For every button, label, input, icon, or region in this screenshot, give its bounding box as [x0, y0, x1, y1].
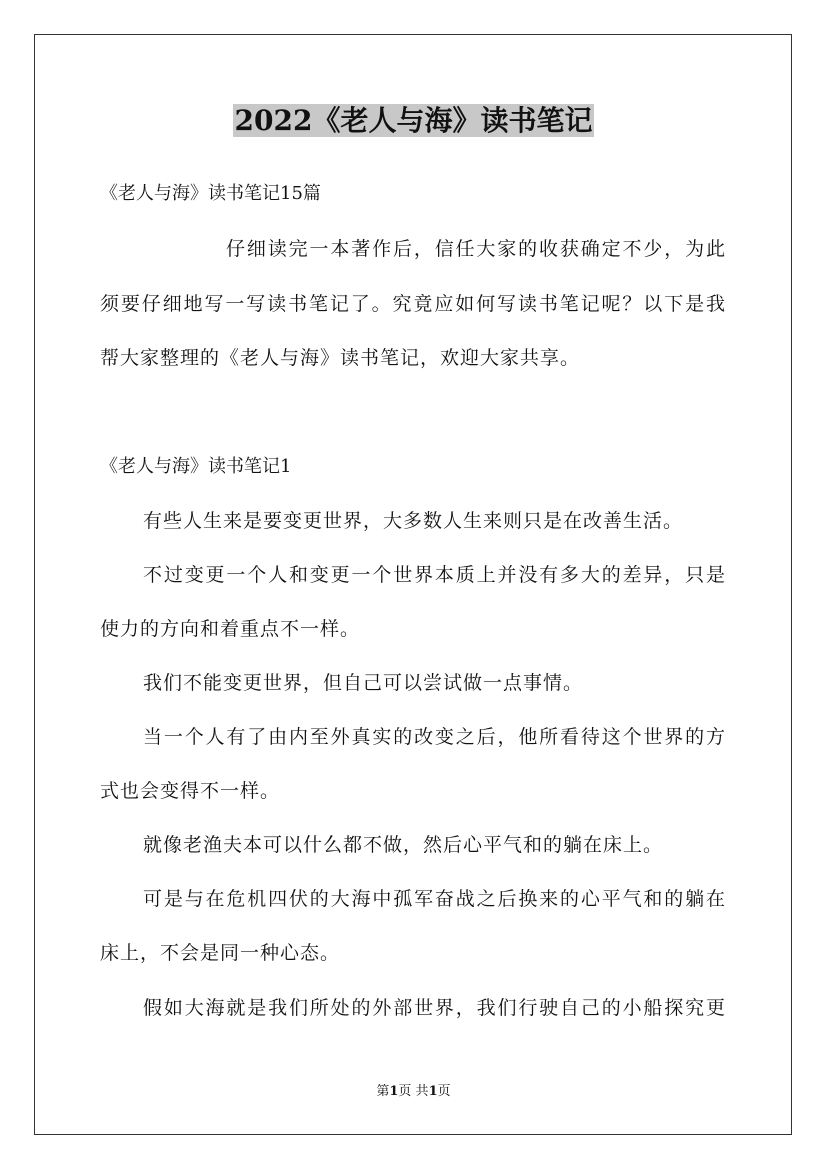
intro-line-3: 帮大家整理的《老人与海》读书笔记，欢迎大家共享。	[100, 347, 581, 369]
body-line-5: 当一个人有了由内至外真实的改变之后，他所看待这个世界的方	[143, 726, 726, 748]
body-line-10: 假如大海就是我们所处的外部世界，我们行驶自己的小船探究更	[143, 997, 726, 1019]
document-subtitle: 《老人与海》读书笔记15篇	[100, 183, 321, 204]
body-line-1: 有些人生来是要变更世界，大多数人生来则只是在改善生活。	[143, 510, 684, 532]
footer-mid: 页 共	[398, 1084, 429, 1099]
footer-page-total: 1	[428, 1084, 438, 1099]
footer-page-number: 1	[389, 1084, 399, 1099]
body-line-9: 床上，不会是同一种心态。	[100, 942, 341, 964]
intro-line-1: 仔细读完一本著作后，信任大家的收获确定不少，为此	[226, 238, 726, 260]
body-line-2: 不过变更一个人和变更一个世界本质上并没有多大的差异，只是	[143, 564, 726, 586]
body-line-8: 可是与在危机四伏的大海中孤军奋战之后换来的心平气和的躺在	[143, 888, 726, 910]
title-text: 2022《老人与海》读书笔记	[234, 104, 593, 137]
page-footer	[0, 1083, 827, 1101]
footer-prefix: 第	[376, 1084, 390, 1099]
footer-suffix: 页	[437, 1084, 451, 1099]
body-line-7: 就像老渔夫本可以什么都不做，然后心平气和的躺在床上。	[143, 834, 664, 856]
section-heading: 《老人与海》读书笔记1	[100, 456, 292, 477]
document-title	[0, 100, 827, 142]
intro-line-2: 须要仔细地写一写读书笔记了。究竟应如何写读书笔记呢？以下是我	[100, 293, 726, 315]
body-line-3: 使力的方向和着重点不一样。	[100, 618, 361, 640]
body-line-6: 式也会变得不一样。	[100, 780, 281, 802]
body-line-4: 我们不能变更世界，但自己可以尝试做一点事情。	[143, 672, 584, 694]
